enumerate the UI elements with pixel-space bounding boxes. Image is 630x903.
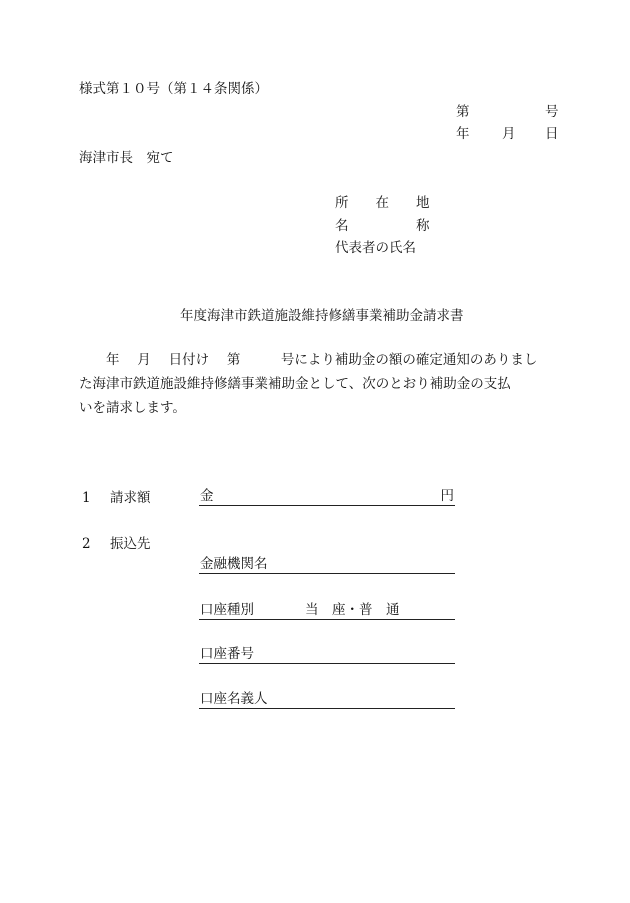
bank-name-label: 金融機関名 — [200, 555, 268, 572]
account-number-field[interactable] — [199, 647, 455, 664]
applicant-name-label: 名 称 — [335, 218, 430, 234]
document-title: 年度海津市鉄道施設維持修繕事業補助金請求書 — [180, 308, 464, 324]
account-holder-field[interactable] — [199, 692, 455, 709]
item-amount-number: 1 — [82, 490, 91, 506]
document-number-suffix: 号 — [545, 104, 559, 120]
applicant-representative-label: 代表者の氏名 — [335, 240, 416, 256]
item-transfer-label: 振込先 — [110, 536, 151, 552]
date-day: 日 — [545, 126, 559, 142]
addressee: 海津市長 宛て — [79, 150, 174, 166]
date-year: 年 — [456, 126, 470, 142]
account-number-label: 口座番号 — [200, 645, 254, 662]
body-line-3: いを請求します。 — [79, 400, 186, 416]
document-number-prefix: 第 — [456, 104, 470, 120]
account-type-options: 当 座・普 通 — [305, 601, 400, 618]
body-line-1: 年 月 日付け 第 号により補助金の額の確定通知のありまし — [79, 352, 538, 368]
amount-field[interactable] — [199, 489, 455, 506]
item-amount-label: 請求額 — [110, 490, 151, 506]
account-type-field[interactable] — [199, 603, 455, 620]
amount-suffix: 円 — [440, 487, 454, 504]
amount-prefix: 金 — [200, 487, 214, 504]
bank-name-field[interactable] — [199, 557, 455, 574]
account-type-label: 口座種別 — [200, 601, 254, 618]
date-month: 月 — [502, 126, 516, 142]
applicant-address-label: 所 在 地 — [335, 195, 430, 211]
form-number: 様式第１０号（第１４条関係） — [79, 81, 268, 97]
item-transfer-number: 2 — [82, 536, 91, 552]
body-line-2: た海津市鉄道施設維持修繕事業補助金として、次のとおり補助金の支払 — [79, 376, 511, 392]
account-holder-label: 口座名義人 — [200, 690, 268, 707]
